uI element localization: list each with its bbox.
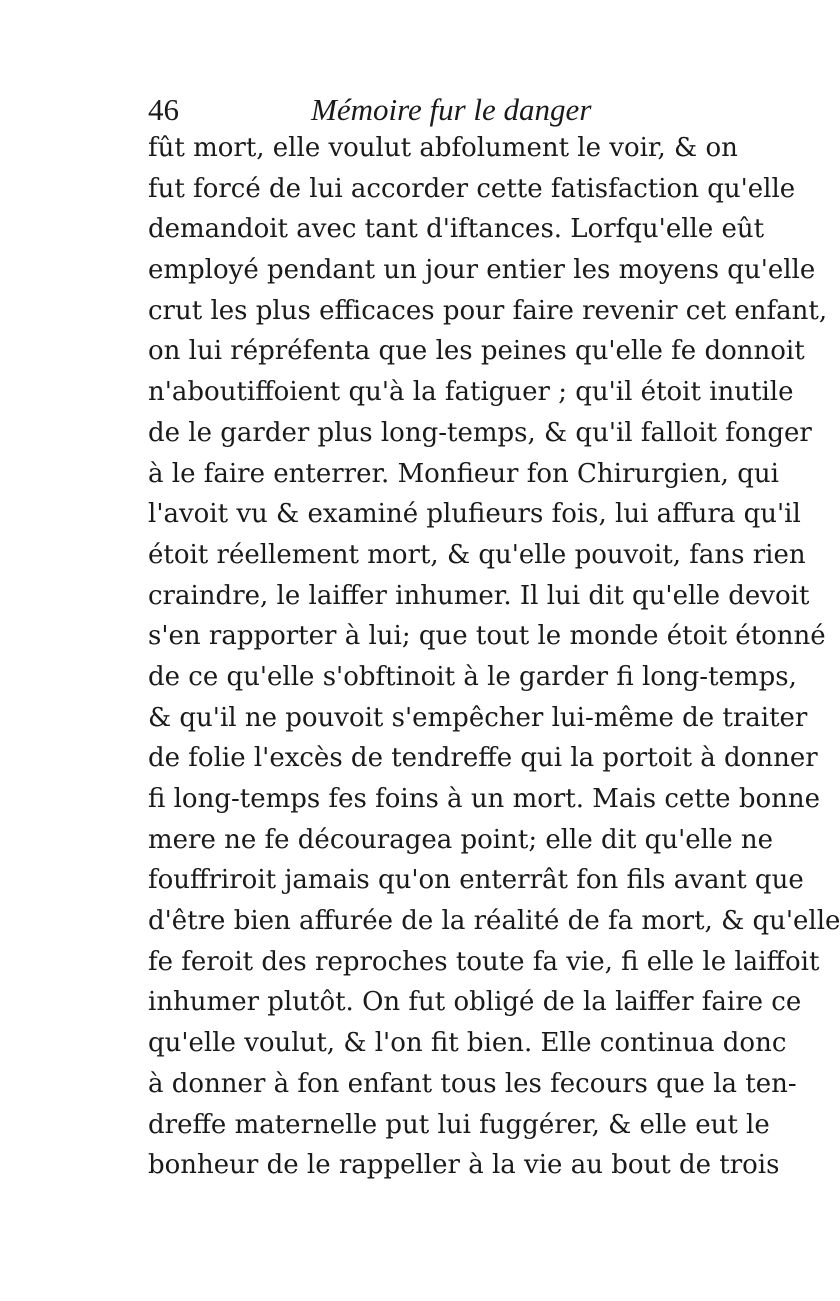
- text-line: employé pendant un jour entier les moyens qu'elle: [148, 255, 816, 286]
- text-line: mere ne fe découragea point; elle dit qu'elle ne: [148, 824, 774, 855]
- text-line: & qu'il ne pouvoit s'empêcher lui-même de traiter: [148, 702, 808, 733]
- page-number: 46: [148, 92, 179, 127]
- body-text: [148, 128, 840, 1186]
- text-line: crut les plus efficaces pour faire revenir cet enfant,: [148, 295, 828, 326]
- text-line: fût mort, elle voulut abfolument le voir, & on: [148, 133, 738, 163]
- text-line: bonheur de le rappeller à la vie au bout de trois: [148, 1150, 780, 1181]
- text-line: n'aboutiffoient qu'à la fatiguer ; qu'il étoit inutile: [148, 377, 794, 408]
- text-line: d'être bien affurée de la réalité de fa mort, & qu'elle: [148, 906, 840, 937]
- text-line: craindre, le laiffer inhumer. Il lui dit qu'elle devoit: [148, 580, 810, 611]
- text-line: à le faire enterrer. Monfieur fon Chirurgien, qui: [148, 458, 779, 489]
- text-line: fouffriroit jamais qu'on enterrât fon fils avant que: [148, 865, 804, 896]
- running-title: Mémoire fur le danger: [311, 92, 592, 127]
- text-line: fut forcé de lui accorder cette fatisfaction qu'elle: [148, 173, 796, 204]
- text-line: s'en rapporter à lui; que tout le monde étoit étonné: [148, 621, 826, 652]
- text-line: qu'elle voulut, & l'on fit bien. Elle continua donc: [148, 1028, 787, 1059]
- text-line: l'avoit vu & examiné plufieurs fois, lui affura qu'il: [148, 499, 801, 530]
- running-head: [148, 90, 648, 130]
- text-line: fe feroit des reproches toute fa vie, fi elle le laiffoit: [148, 946, 820, 977]
- text-line: on lui répréfenta que les peines qu'elle fe donnoit: [148, 336, 805, 367]
- text-line: dreffe maternelle put lui fuggérer, & elle eut le: [148, 1109, 770, 1140]
- text-line: de ce qu'elle s'obftinoit à le garder fi long-temps,: [148, 661, 797, 692]
- text-line: demandoit avec tant d'iftances. Lorfqu'elle eût: [148, 214, 765, 245]
- text-line: étoit réellement mort, & qu'elle pouvoit, fans rien: [148, 539, 806, 570]
- text-line: de le garder plus long-temps, & qu'il falloit fonger: [148, 417, 812, 448]
- text-line: de folie l'excès de tendreffe qui la portoit à donner: [148, 743, 818, 774]
- text-line: à donner à fon enfant tous les fecours que la ten-: [148, 1068, 797, 1099]
- text-line: fi long-temps fes foins à un mort. Mais cette bonne: [148, 784, 821, 814]
- text-line: inhumer plutôt. On fut obligé de la laiffer faire ce: [148, 987, 802, 1018]
